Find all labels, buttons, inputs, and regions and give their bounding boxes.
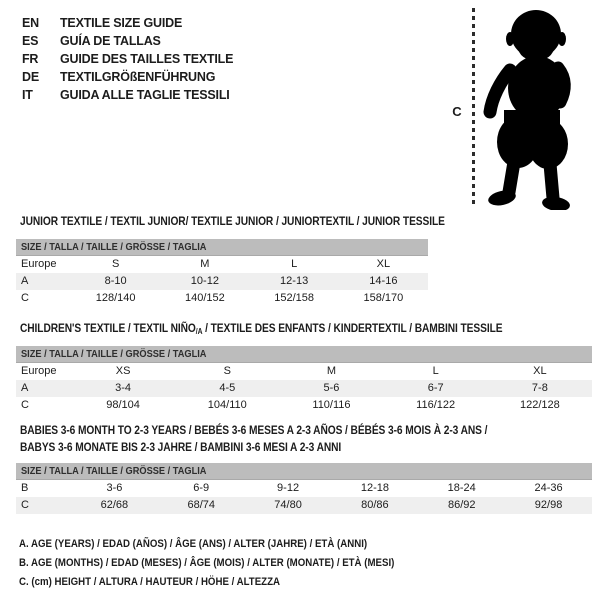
language-row — [22, 86, 233, 104]
value-cell: 80/86 — [331, 497, 418, 514]
value-cell: 9-12 — [277, 482, 300, 494]
value-cell: 152/158 — [274, 292, 314, 304]
table-row-europe — [16, 256, 428, 274]
value-cell: 5-6 — [279, 380, 383, 397]
value-cell: 6-9 — [193, 482, 210, 494]
value-cell: 24-36 — [534, 482, 563, 494]
language-code: IT — [22, 88, 33, 102]
size-cell: XL — [533, 365, 547, 377]
value-cell: 128/140 — [95, 292, 136, 304]
table-row-age — [16, 380, 592, 397]
children-title-post: / TEXTILE DES ENFANTS / KINDERTEXTIL / BAMBINI TESSILE — [202, 321, 503, 335]
guide-title: TEXTILE SIZE GUIDE — [60, 16, 183, 30]
language-code: ES — [22, 34, 39, 48]
language-row — [22, 32, 233, 50]
value-cell: 122/128 — [519, 399, 560, 411]
size-cell: M — [200, 258, 210, 270]
value-cell: 74/80 — [245, 497, 332, 514]
table-row-height — [16, 497, 592, 514]
children-title-subscript: /A — [195, 327, 203, 336]
row-label: A — [16, 380, 71, 397]
height-measure-dotted-line — [472, 8, 475, 205]
value-cell: 12-13 — [250, 273, 339, 290]
row-label: C — [21, 399, 29, 411]
language-code: EN — [22, 16, 39, 30]
legend-notes — [19, 535, 446, 592]
size-cell: XS — [115, 365, 131, 377]
value-cell: 6-7 — [384, 380, 488, 397]
junior-size-table — [16, 239, 428, 307]
table-row-months — [16, 480, 592, 498]
value-cell: 3-4 — [71, 380, 175, 397]
size-cell: M — [326, 365, 337, 377]
value-cell: 12-18 — [360, 482, 389, 494]
babies-title-line1: BABIES 3-6 MONTH TO 2-3 YEARS / BEBÉS 3-6 MESES A 2-3 AÑOS / BÉBÉS 3-6 MOIS À 2-3 ANS / — [20, 423, 488, 437]
value-cell: 3-6 — [106, 482, 123, 494]
value-cell: 7-8 — [488, 380, 592, 397]
guide-title: TEXTILGRÖßENFÜHRUNG — [60, 70, 216, 84]
children-table-title — [20, 320, 502, 340]
value-cell: 110/116 — [312, 399, 351, 411]
height-measure-label: C — [452, 104, 462, 119]
row-label: C — [21, 292, 29, 304]
size-cell: L — [291, 258, 298, 270]
language-code: DE — [22, 70, 39, 84]
value-cell: 140/152 — [184, 292, 225, 304]
value-cell: 104/110 — [207, 399, 247, 411]
row-label: C — [16, 497, 71, 514]
size-cell: L — [432, 365, 439, 377]
value-cell: 18-24 — [447, 482, 476, 494]
language-row — [22, 68, 233, 86]
row-label: Europe — [21, 258, 57, 270]
size-header-row — [16, 346, 592, 363]
guide-title: GUIDA ALLE TAGLIE TESSILI — [60, 88, 230, 102]
language-title-list — [22, 14, 233, 104]
size-cell: S — [111, 258, 120, 270]
value-cell: 62/68 — [71, 497, 158, 514]
size-cell: XL — [376, 258, 391, 270]
row-label: Europe — [21, 365, 57, 377]
value-cell: 4-5 — [175, 380, 279, 397]
note-age-years: A. AGE (YEARS) / EDAD (AÑOS) / ÂGE (ANS) / ALTER (JAHRE) / ETÀ (ANNI) — [19, 538, 368, 550]
size-header-label: SIZE / TALLA / TAILLE / GRÖSSE / TAGLIA — [21, 465, 207, 477]
size-header-row — [16, 239, 428, 256]
value-cell: 116/122 — [416, 399, 456, 411]
value-cell: 8-10 — [71, 273, 160, 290]
value-cell: 14-16 — [339, 273, 428, 290]
language-row — [22, 14, 233, 32]
guide-title: GUIDE DES TAILLES TEXTILE — [60, 52, 234, 66]
value-cell: 92/98 — [505, 497, 592, 514]
language-code: FR — [22, 52, 39, 66]
size-cell: S — [223, 365, 231, 377]
value-cell: 10-12 — [160, 273, 249, 290]
value-cell: 98/104 — [106, 399, 140, 411]
babies-table-title — [20, 422, 487, 456]
size-header-label: SIZE / TALLA / TAILLE / GRÖSSE / TAGLIA — [21, 348, 207, 360]
size-header-row — [16, 463, 592, 480]
value-cell: 158/170 — [363, 292, 404, 304]
row-label: A — [16, 273, 71, 290]
language-row — [22, 50, 233, 68]
table-row-height — [16, 397, 592, 414]
toddler-silhouette-image — [480, 6, 580, 210]
table-row-europe — [16, 363, 592, 381]
value-cell: 86/92 — [418, 497, 505, 514]
size-header-label: SIZE / TALLA / TAILLE / GRÖSSE / TAGLIA — [21, 241, 207, 253]
children-size-table — [16, 346, 592, 414]
babies-size-table — [16, 463, 592, 514]
value-cell: 68/74 — [158, 497, 245, 514]
table-row-age — [16, 273, 428, 290]
note-height-cm: C. (cm) HEIGHT / ALTURA / HAUTEUR / HÖHE / ALTEZZA — [19, 576, 281, 588]
note-age-months: B. AGE (MONTHS) / EDAD (MESES) / ÂGE (MOIS) / ALTER (MONATE) / ETÀ (MESI) — [19, 557, 395, 569]
junior-table-title: JUNIOR TEXTILE / TEXTIL JUNIOR/ TEXTILE JUNIOR / JUNIORTEXTIL / JUNIOR TESSILE — [20, 214, 445, 228]
row-label: B — [21, 482, 29, 494]
children-title-pre: CHILDREN'S TEXTILE / TEXTIL NIÑO — [20, 321, 196, 335]
guide-title: GUÍA DE TALLAS — [60, 34, 161, 48]
table-row-height — [16, 290, 428, 307]
babies-title-line2: BABYS 3-6 MONATE BIS 2-3 JAHRE / BAMBINI 3-6 MESI A 2-3 ANNI — [20, 440, 342, 454]
